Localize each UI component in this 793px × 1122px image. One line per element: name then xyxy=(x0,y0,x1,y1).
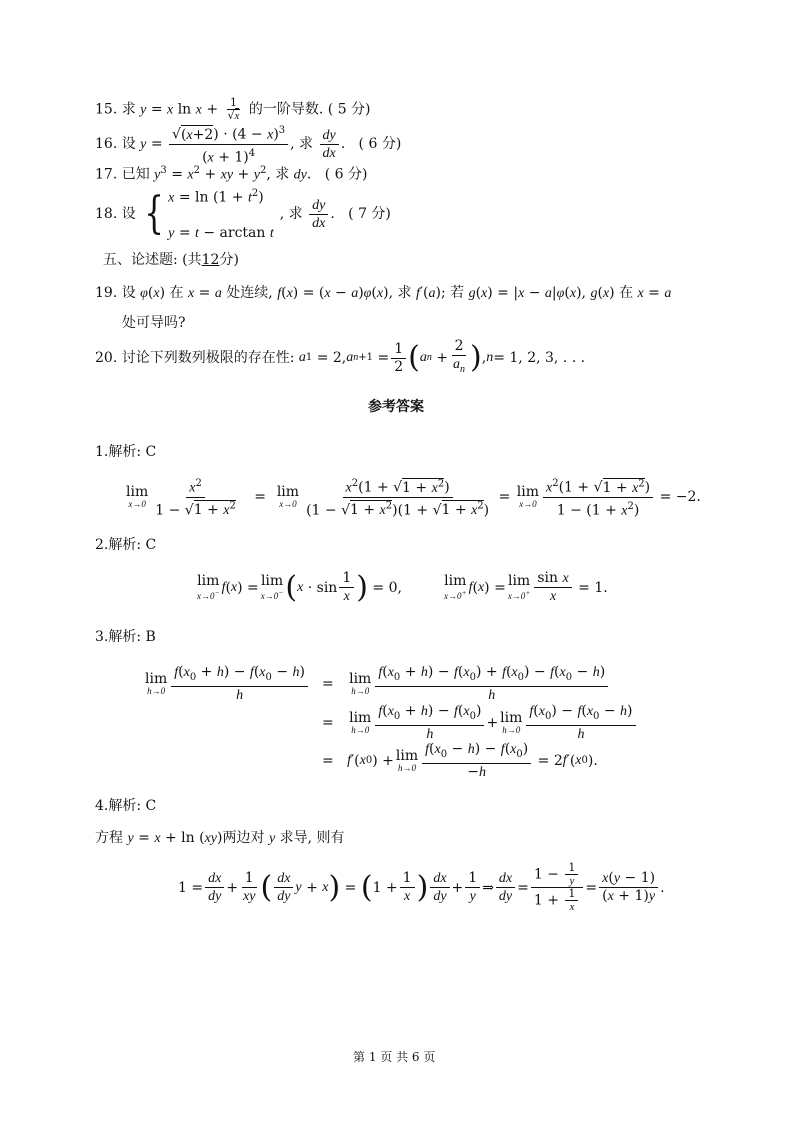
answers-title: 参考答案 xyxy=(368,399,424,415)
question-19: 19. 设 φ(x) 在 x = a 处连续, f(x) = (x − a)φ(x), 求 f′(a); 若 g(x) = |x − a|φ(x), g(x) 在 x = a xyxy=(95,285,672,301)
answer-2-formula: lim x→0− f ( x ) = lim x→0− ( x · sin $\frac{1}{x}$ ) = 0, lim x→0+ f ( x ) = lim x→0+ $\frac{\text{sin x}}{x}$ = 1. xyxy=(197,569,608,605)
answer-4-label: 4.解析: C xyxy=(95,798,157,814)
section-5-title: 五、论述题: (共12分) xyxy=(103,252,239,268)
answer-3-line1: lim h→0 $\frac{f(x_0 + h) - f(x_0 - h)}{h}$ xyxy=(143,664,310,704)
answer-3-rhs3: = f ′( x 0 ) + lim h→0 $\frac{f(x_0 - h) - f(x_0)}{-h}$ = 2 f ′( x 0 ). xyxy=(322,741,598,780)
question-19-line2: 处可导吗? xyxy=(122,315,186,331)
answer-1-formula: lim x→0 $\frac{x^2}{1 - √1 + x^2}$ = lim x→0 $\frac{x^2(1 + √1 + x^2)}{(1 - √1 + x^2)(1 + √1 + x^2)}$ = lim x→0 $\frac{x^2(1 + √1 + x^2)}{1 - (1 + x^2)}$ = −2. xyxy=(124,475,701,519)
answer-3-label: 3.解析: B xyxy=(95,629,156,645)
question-17: 17. 已知 $y^3 = x^2$ + xy + $y^2$, 求 dy. ( 6 分) xyxy=(95,165,368,183)
question-16: 16. 设 y = $\frac{√(x+2) \cdot (4 - x)^3}{(x + 1)^4}$ , 求 $\frac{dy}{dx}$ . ( 6 分) xyxy=(95,122,401,166)
answer-1-label: 1.解析: C xyxy=(95,444,157,460)
answer-4-formula: 1 = $\frac{dx}{dy}$ + $\frac{1}{xy}$ ( $\frac{dx}{dy}$ y + x ) = ( 1 + $\frac{1}{x}$ ) $\frac{dx}{dy}$ + $\frac{1}{y}$ ⇒ $\frac{dx}{dy}$ = 1 − $\frac{1}{y}$ 1 + $\frac{1}{x}$ = $\frac{x(y - 1)}{(x + 1)y}$ . xyxy=(178,861,665,913)
question-18: 18. 设 { $x = \ln (1 + t^2)$ y = t − arctan t , 求 $\frac{dy}{dx}$ . ( 7 分) xyxy=(95,188,391,241)
answer-3-rhs1: = lim h→0 $\frac{f(x_0 + h) - f(x_0) + f(x_0) - f(x_0 - h)}{h}$ xyxy=(322,664,610,704)
answer-2-label: 2.解析: C xyxy=(95,537,157,553)
score: ( 5 分) xyxy=(327,101,371,118)
page-footer: 第 1 页 共 6 页 xyxy=(353,1050,436,1064)
question-number: 15. xyxy=(95,101,118,118)
question-15: 15. 求 y = x ln x + $\frac{1}{√x}$ 的一阶导数. ( 5 分) xyxy=(95,96,371,122)
answer-4-text: 方程 y = x + ln (xy)两边对 y 求导, 则有 xyxy=(95,830,345,846)
question-20: 20. 讨论下列数列极限的存在性: a 1 = 2, a n+1 = $\frac{1}{2}$ ( a n + $\frac{2}{a_n}$ ) , n = 1, 2, 3, . . . xyxy=(95,338,586,375)
answer-3-rhs2: = lim h→0 $\frac{f(x_0 + h) - f(x_0)}{h}$ + lim h→0 $\frac{f(x_0) - f(x_0 - h)}{h}$ xyxy=(322,703,638,743)
